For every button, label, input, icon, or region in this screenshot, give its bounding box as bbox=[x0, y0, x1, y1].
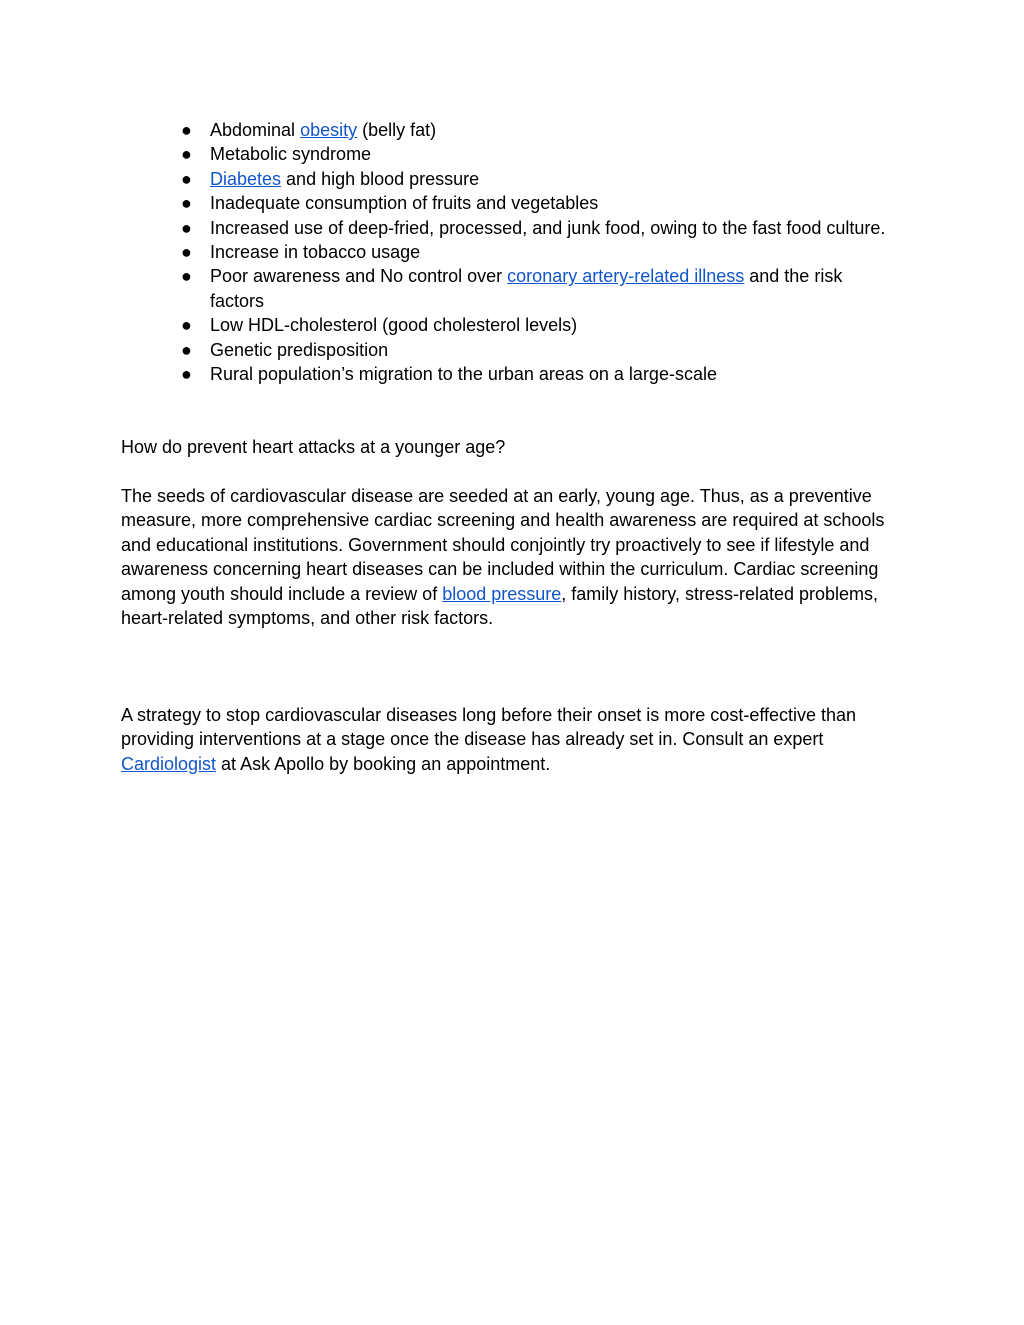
bullet-icon: ● bbox=[181, 339, 192, 360]
list-item bbox=[181, 362, 921, 386]
list-item-text: Low HDL-cholesterol (good cholesterol levels) bbox=[210, 315, 578, 336]
list-item-text: Increase in tobacco usage bbox=[210, 242, 421, 263]
list-item bbox=[181, 338, 921, 362]
bullet-icon: ● bbox=[181, 168, 192, 189]
paragraph-text: , family history, stress-related problems, heart-related symptoms, and other risk factors. bbox=[121, 583, 879, 629]
list-item-text: (belly fat) bbox=[357, 120, 437, 140]
list-item-text: Increased use of deep-fried, processed, and junk food, owing to the fast food culture. bbox=[210, 217, 886, 238]
obesity-link[interactable]: obesity bbox=[300, 120, 358, 140]
list-item-text: Inadequate consumption of fruits and vegetables bbox=[210, 193, 599, 214]
list-item-text: Rural population’s migration to the urban areas on a large-scale bbox=[210, 364, 717, 385]
list-item-text: and high blood pressure bbox=[281, 168, 480, 189]
risk-factor-list bbox=[181, 118, 921, 386]
list-item bbox=[181, 313, 921, 337]
list-item bbox=[181, 216, 921, 240]
bullet-icon: ● bbox=[181, 193, 192, 214]
cardiologist-link[interactable]: Cardiologist bbox=[121, 753, 217, 774]
list-item-text: Metabolic syndrome bbox=[210, 144, 372, 165]
blood-pressure-link[interactable]: blood pressure bbox=[442, 583, 562, 604]
bullet-icon: ● bbox=[181, 144, 192, 165]
section-heading: How do prevent heart attacks at a younger age? bbox=[121, 437, 506, 457]
bullet-icon: ● bbox=[181, 242, 192, 263]
bullet-icon: ● bbox=[181, 364, 192, 385]
list-item bbox=[181, 167, 921, 191]
bullet-icon: ● bbox=[181, 120, 192, 140]
list-item bbox=[181, 142, 921, 166]
coronary-artery-illness-link[interactable]: coronary artery-related illness bbox=[507, 266, 745, 287]
bullet-icon: ● bbox=[181, 266, 192, 287]
list-item-text: Poor awareness and No control over bbox=[210, 266, 508, 287]
diabetes-link[interactable]: Diabetes bbox=[210, 168, 282, 189]
list-item bbox=[181, 264, 885, 313]
prevention-paragraph bbox=[121, 484, 911, 630]
bullet-icon: ● bbox=[181, 217, 192, 238]
paragraph-text: at Ask Apollo by booking an appointment. bbox=[216, 753, 551, 774]
list-item-text: and the risk factors bbox=[210, 266, 843, 311]
list-item bbox=[181, 240, 921, 264]
paragraph-text: The seeds of cardiovascular disease are seeded at an early, young age. Thus, as a preventive measure, more comprehensive cardiac screening and health awareness are required at schools and educational institutions. Government should conjointly try proactively to see if lifestyle and awareness concerning heart diseases can be included within the curriculum. Cardiac screening among youth should include a review of bbox=[121, 486, 885, 604]
list-item bbox=[181, 118, 921, 142]
strategy-paragraph bbox=[121, 703, 911, 776]
bullet-icon: ● bbox=[181, 315, 192, 336]
list-item bbox=[181, 191, 921, 215]
paragraph-text: A strategy to stop cardiovascular diseases long before their onset is more cost-effective than providing interventions at a stage once the disease has already set in. Consult an expert bbox=[121, 705, 857, 750]
list-item-text: Genetic predisposition bbox=[210, 339, 389, 360]
list-item-text: Abdominal bbox=[210, 120, 301, 140]
